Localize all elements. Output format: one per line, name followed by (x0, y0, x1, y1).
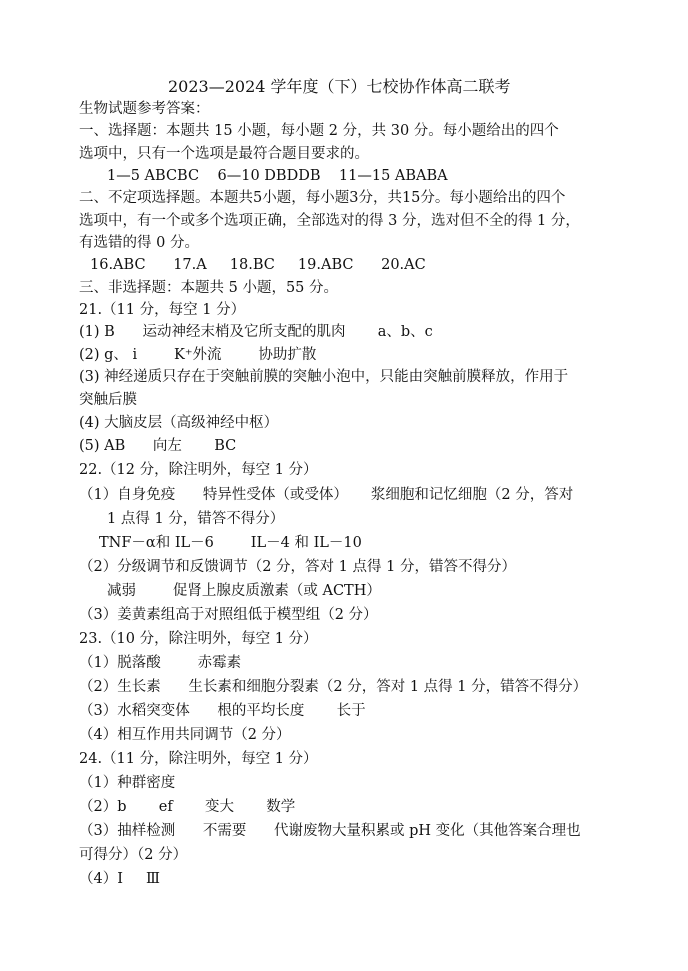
section3-intro: 三、非选择题：本题共 5 小题，55 分。 (79, 280, 339, 296)
q23-answer-3: （3）水稻突变体 根的平均长度 长于 (79, 703, 366, 719)
q22-answer-2-cont: 减弱 促肾上腺皮质激素（或 ACTH） (107, 583, 381, 599)
q22-answer-1-extra: TNF－α和 IL－6 IL－4 和 IL－10 (99, 535, 362, 551)
q24-answer-4: （4）Ⅰ Ⅲ (79, 871, 160, 887)
section1-intro-line1: 一、选择题：本题共 15 小题，每小题 2 分，共 30 分。每小题给出的四个 (79, 123, 559, 139)
q22-answer-2: （2）分级调节和反馈调节（2 分，答对 1 点得 1 分，错答不得分） (79, 559, 516, 575)
q21-heading: 21.（11 分，每空 1 分） (79, 302, 246, 318)
q21-answer-2: (2) g、 i K⁺外流 协助扩散 (79, 347, 317, 363)
section1-intro-line2: 选项中，只有一个选项是最符合题目要求的。 (79, 146, 369, 162)
q21-answer-4: (4) 大脑皮层（高级神经中枢） (79, 415, 279, 431)
q23-heading: 23.（10 分，除注明外，每空 1 分） (79, 631, 318, 647)
q21-answer-3: (3) 神经递质只存在于突触前膜的突触小泡中，只能由突触前膜释放，作用于 (79, 369, 569, 385)
q22-answer-3: （3）姜黄素组高于对照组低于模型组（2 分） (79, 607, 378, 623)
q22-answer-1-cont: 1 点得 1 分，错答不得分） (107, 511, 285, 527)
q23-answer-1: （1）脱落酸 赤霉素 (79, 655, 242, 671)
q24-answer-3-cont: 可得分）（2 分） (79, 847, 188, 863)
section2-intro-line2: 选项中，有一个或多个选项正确，全部选对的得 3 分，选对但不全的得 1 分， (79, 213, 580, 229)
q22-heading: 22.（12 分，除注明外，每空 1 分） (79, 462, 318, 478)
q22-answer-1: （1）自身免疫 特异性受体（或受体） 浆细胞和记忆细胞（2 分，答对 (79, 487, 574, 503)
section2-answers: 16.ABC 17.A 18.BC 19.ABC 20.AC (90, 257, 426, 273)
q24-answer-2: （2）b ef 变大 数学 (79, 799, 296, 815)
q21-answer-5: (5) AB 向左 BC (79, 438, 237, 454)
subject-heading: 生物试题参考答案： (79, 101, 210, 117)
document-title: 2023—2024 学年度（下）七校协作体高二联考 (168, 77, 511, 96)
section2-intro-line1: 二、不定项选择题。本题共5小题，每小题3分，共15分。每小题给出的四个 (79, 190, 566, 206)
q24-answer-1: （1）种群密度 (79, 775, 176, 791)
section1-answers: 1—5 ABCBC 6—10 DBDDB 11—15 ABABA (107, 168, 448, 184)
q23-answer-4: （4）相互作用共同调节（2 分） (79, 727, 291, 743)
q24-heading: 24.（11 分，除注明外，每空 1 分） (79, 751, 318, 767)
q21-answer-3-cont: 突触后膜 (79, 392, 137, 408)
section2-intro-line3: 有选错的得 0 分。 (79, 235, 199, 251)
q21-answer-1: (1) B 运动神经末梢及它所支配的肌肉 a、b、c (79, 324, 433, 340)
q23-answer-2: （2）生长素 生长素和细胞分裂素（2 分，答对 1 点得 1 分，错答不得分） (79, 679, 588, 695)
q24-answer-3: （3）抽样检测 不需要 代谢废物大量积累或 pH 变化（其他答案合理也 (79, 823, 581, 839)
